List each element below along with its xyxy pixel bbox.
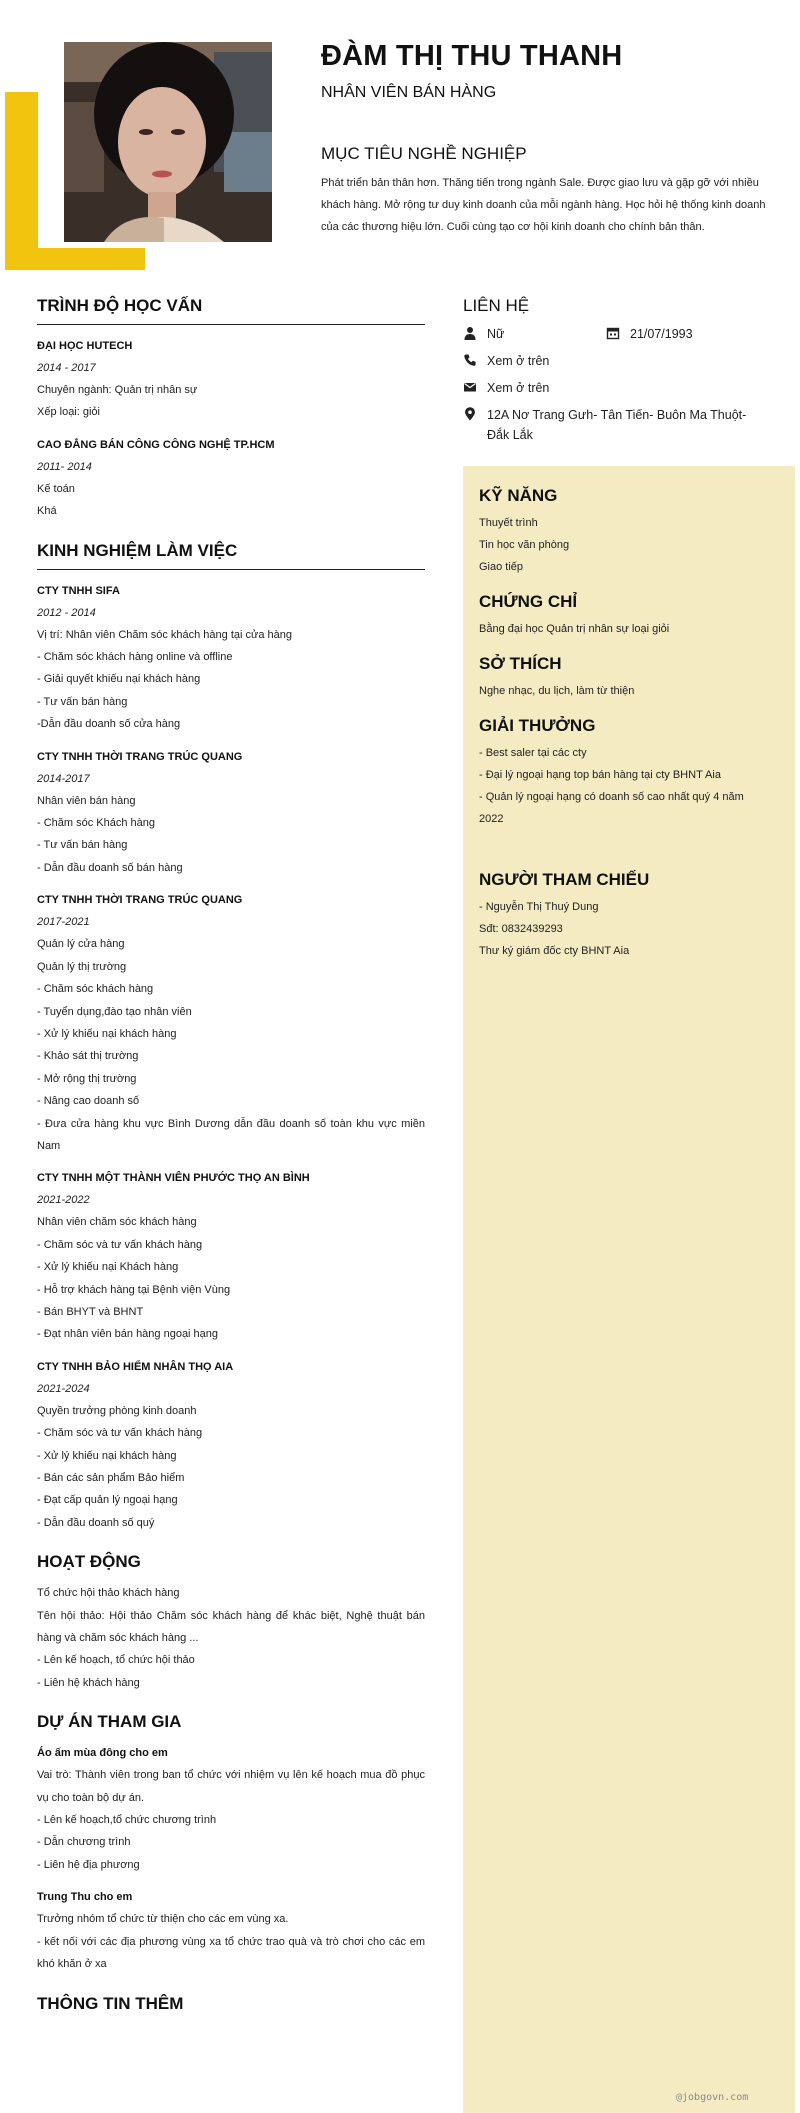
experience-entry bbox=[37, 746, 425, 880]
certificate-item: Bằng đại học Quản trị nhân sự loại giỏi bbox=[479, 623, 670, 635]
experience-line: - Mở rộng thị trường bbox=[37, 1072, 137, 1085]
hobbies-title: SỞ THÍCH bbox=[479, 654, 562, 673]
candidate-name: ĐÀM THỊ THU THANH bbox=[321, 40, 623, 72]
experience-line: Quyền trưởng phòng kinh doanh bbox=[37, 1404, 197, 1417]
education-entry bbox=[37, 335, 425, 424]
contact-phone bbox=[463, 351, 763, 371]
experience-company: CTY TNHH BẢO HIỂM NHÂN THỌ AIA bbox=[37, 1360, 234, 1373]
education-entry bbox=[37, 434, 425, 523]
experience-line: - Tuyển dụng,đào tạo nhân viên bbox=[37, 1005, 192, 1018]
reference-item: Sđt: 0832439293 bbox=[479, 923, 563, 935]
experience-line: - Chăm sóc khách hàng online và offline bbox=[37, 651, 233, 664]
experience-line: Quản lý cửa hàng bbox=[37, 938, 125, 951]
side-panel-content bbox=[479, 486, 779, 976]
skill-item: Giao tiếp bbox=[479, 561, 524, 573]
watermark-text: @jobgovn.com bbox=[676, 2092, 749, 2103]
education-date: 2014 - 2017 bbox=[37, 362, 96, 374]
job-title: NHÂN VIÊN BÁN HÀNG bbox=[321, 84, 497, 101]
contact-title: LIÊN HỆ bbox=[463, 296, 530, 315]
experience-line: - Chăm sóc và tư vấn khách hàng bbox=[37, 1427, 203, 1440]
education-line: Khá bbox=[37, 505, 57, 518]
experience-line: - Bán các sản phẩm Bảo hiểm bbox=[37, 1472, 185, 1484]
experience-line: Nhân viên chăm sóc khách hàng bbox=[37, 1216, 197, 1229]
experience-line: - Tư vấn bán hàng bbox=[37, 839, 128, 852]
experience-line: - Bán BHYT và BHNT bbox=[37, 1305, 144, 1318]
experience-title: KINH NGHIỆM LÀM VIỆC bbox=[37, 541, 425, 570]
experience-line: - Hỗ trợ khách hàng tại Bệnh viện Vùng bbox=[37, 1283, 231, 1296]
skills-section bbox=[479, 486, 779, 578]
left-column bbox=[37, 296, 425, 2014]
objective-text: Phát triển bản thân hơn. Thăng tiến trong ngành Sale. Được giao lưu và gặp gỡ với nhiều khách hàng. Mở rộng tư duy kinh doanh của mỗi ngành hàng. Học hỏi hệ thống kinh doanh của các thương hiệu lớn. Cuối cùng tạo cơ hội kinh doanh cho chính bản thân. bbox=[321, 177, 766, 233]
experience-date: 2021-2022 bbox=[37, 1194, 90, 1207]
experience-entry bbox=[37, 580, 425, 736]
calendar-icon bbox=[606, 326, 620, 340]
project-entry bbox=[37, 1742, 425, 1876]
phone-icon bbox=[463, 353, 477, 367]
experience-line: Vị trí: Nhân viên Chăm sóc khách hàng tại cửa hàng bbox=[37, 628, 293, 641]
experience-entry bbox=[37, 1356, 425, 1534]
education-title: TRÌNH ĐỘ HỌC VẤN bbox=[37, 296, 425, 325]
skills-title: KỸ NĂNG bbox=[479, 486, 558, 505]
contact-address bbox=[463, 405, 763, 445]
experience-line: - Đưa cửa hàng khu vực Bình Dương dẫn đầu doanh số toàn khu vực miền Nam bbox=[37, 1117, 425, 1152]
experience-date: 2012 - 2014 bbox=[37, 606, 96, 619]
project-line: Vai trò: Thành viên trong ban tổ chức với nhiệm vụ lên kế hoạch mua đồ phục vụ cho toàn bộ dự án. bbox=[37, 1769, 425, 1804]
experience-line: - Xử lý khiếu nại Khách hàng bbox=[37, 1261, 179, 1274]
contact-gender bbox=[463, 324, 603, 344]
experience-date: 2017-2021 bbox=[37, 916, 90, 929]
experience-line: Quản lý thị trường bbox=[37, 960, 127, 973]
education-line: Chuyên ngành: Quản trị nhân sự bbox=[37, 384, 198, 396]
objective-title: MỤC TIÊU NGHỀ NGHIỆP bbox=[321, 144, 527, 163]
certificates-section bbox=[479, 592, 779, 640]
education-date: 2011- 2014 bbox=[37, 460, 92, 473]
certificates-title: CHỨNG CHỈ bbox=[479, 592, 578, 611]
contact-birthday bbox=[606, 324, 776, 344]
experience-line: -Dẫn đầu doanh số cửa hàng bbox=[37, 718, 181, 731]
hobby-item: Nghe nhạc, du lịch, làm từ thiện bbox=[479, 685, 635, 697]
experience-line: Nhân viên bán hàng bbox=[37, 794, 136, 807]
experience-line: - Xử lý khiếu nại khách hàng bbox=[37, 1027, 177, 1040]
awards-title: GIẢI THƯỞNG bbox=[479, 716, 596, 735]
phone-text: Xem ở trên bbox=[487, 354, 550, 368]
references-section bbox=[479, 870, 779, 962]
contact-email bbox=[463, 378, 763, 398]
experience-entry bbox=[37, 1167, 425, 1345]
education-school: CAO ĐẲNG BÁN CÔNG CÔNG NGHỆ TP.HCM bbox=[37, 438, 275, 451]
project-line: Trưởng nhóm tổ chức từ thiện cho các em vùng xa. bbox=[37, 1913, 289, 1926]
experience-line: - Chăm sóc và tư vấn khách hàng bbox=[37, 1238, 203, 1251]
map-pin-icon bbox=[463, 407, 477, 421]
reference-item: - Nguyễn Thị Thuý Dung bbox=[479, 901, 599, 913]
experience-line: - Chăm sóc khách hàng bbox=[37, 983, 154, 996]
experience-line: - Nâng cao doanh số bbox=[37, 1095, 140, 1108]
activity-line: Tên hội thảo: Hội thảo Chăm sóc khách hàng để khác biệt, Nghệ thuật bán hàng và chăm sóc khách hàng ... bbox=[37, 1609, 425, 1645]
experience-date: 2021-2024 bbox=[37, 1382, 90, 1395]
gender-text: Nữ bbox=[487, 327, 505, 341]
experience-line: - Đạt nhân viên bán hàng ngoại hạng bbox=[37, 1328, 219, 1341]
activity-line: - Lên kế hoạch, tổ chức hội thảo bbox=[37, 1654, 195, 1667]
experience-line: - Dẫn đầu doanh số quý bbox=[37, 1516, 155, 1529]
address-text: 12A Nơ Trang Gưh- Tân Tiến- Buôn Ma Thuột- Đắk Lắk bbox=[487, 408, 747, 442]
experience-date: 2014-2017 bbox=[37, 772, 90, 785]
projects-title: DỰ ÁN THAM GIA bbox=[37, 1712, 182, 1732]
award-item: - Quản lý ngoại hạng có doanh số cao nhất quý 4 năm 2022 bbox=[479, 791, 744, 825]
project-line: - Dẫn chương trình bbox=[37, 1836, 131, 1849]
experience-company: CTY TNHH SIFA bbox=[37, 584, 120, 597]
experience-company: CTY TNHH THỜI TRANG TRÚC QUANG bbox=[37, 750, 243, 763]
activities-entry bbox=[37, 1582, 425, 1694]
person-icon bbox=[463, 326, 477, 340]
experience-line: - Chăm sóc Khách hàng bbox=[37, 817, 156, 830]
reference-item: Thư ký giám đốc cty BHNT Aia bbox=[479, 945, 630, 957]
experience-line: - Khảo sát thị trường bbox=[37, 1050, 139, 1063]
project-line: - Liên hệ địa phương bbox=[37, 1858, 140, 1871]
experience-company: CTY TNHH THỜI TRANG TRÚC QUANG bbox=[37, 894, 243, 907]
education-line: Xếp loại: giỏi bbox=[37, 406, 100, 419]
project-line: - Lên kế hoạch,tổ chức chương trình bbox=[37, 1814, 217, 1827]
references-title: NGƯỜI THAM CHIẾU bbox=[479, 870, 650, 889]
profile-photo bbox=[64, 42, 272, 242]
experience-line: - Giải quyết khiếu nại khách hàng bbox=[37, 673, 201, 686]
awards-section bbox=[479, 716, 779, 830]
skill-item: Tin học văn phòng bbox=[479, 539, 570, 551]
side-panel bbox=[463, 466, 795, 2113]
project-name: Áo ấm mùa đông cho em bbox=[37, 1747, 168, 1760]
experience-line: - Xử lý khiếu nại khách hàng bbox=[37, 1449, 177, 1462]
email-text: Xem ở trên bbox=[487, 381, 550, 395]
education-school: ĐẠI HỌC HUTECH bbox=[37, 340, 133, 352]
award-item: - Best saler tại các cty bbox=[479, 747, 587, 759]
experience-line: - Tư vấn bán hàng bbox=[37, 695, 128, 708]
activity-line: - Liên hệ khách hàng bbox=[37, 1676, 140, 1689]
experience-line: - Dẫn đầu doanh số bán hàng bbox=[37, 861, 183, 874]
project-entry bbox=[37, 1886, 425, 1975]
skill-item: Thuyết trình bbox=[479, 517, 538, 529]
birthday-text: 21/07/1993 bbox=[630, 327, 693, 341]
project-name: Trung Thu cho em bbox=[37, 1891, 133, 1904]
experience-line: - Đạt cấp quản lý ngoại hạng bbox=[37, 1494, 178, 1507]
activity-line: Tổ chức hội thảo khách hàng bbox=[37, 1587, 180, 1600]
project-line: - kết nối với các địa phương vùng xa tổ chức trao quà và trò chơi cho các em khó khăn ở xa bbox=[37, 1935, 425, 1971]
activities-title: HOẠT ĐỘNG bbox=[37, 1552, 141, 1572]
experience-entry bbox=[37, 889, 425, 1157]
award-item: - Đại lý ngoại hạng top bán hàng tại cty BHNT Aia bbox=[479, 769, 721, 781]
education-line: Kế toán bbox=[37, 482, 75, 495]
more-info-title: THÔNG TIN THÊM bbox=[37, 1993, 184, 2013]
hobbies-section bbox=[479, 654, 779, 702]
email-icon bbox=[463, 380, 477, 394]
experience-company: CTY TNHH MỘT THÀNH VIÊN PHƯỚC THỌ AN BÌNH bbox=[37, 1172, 310, 1185]
